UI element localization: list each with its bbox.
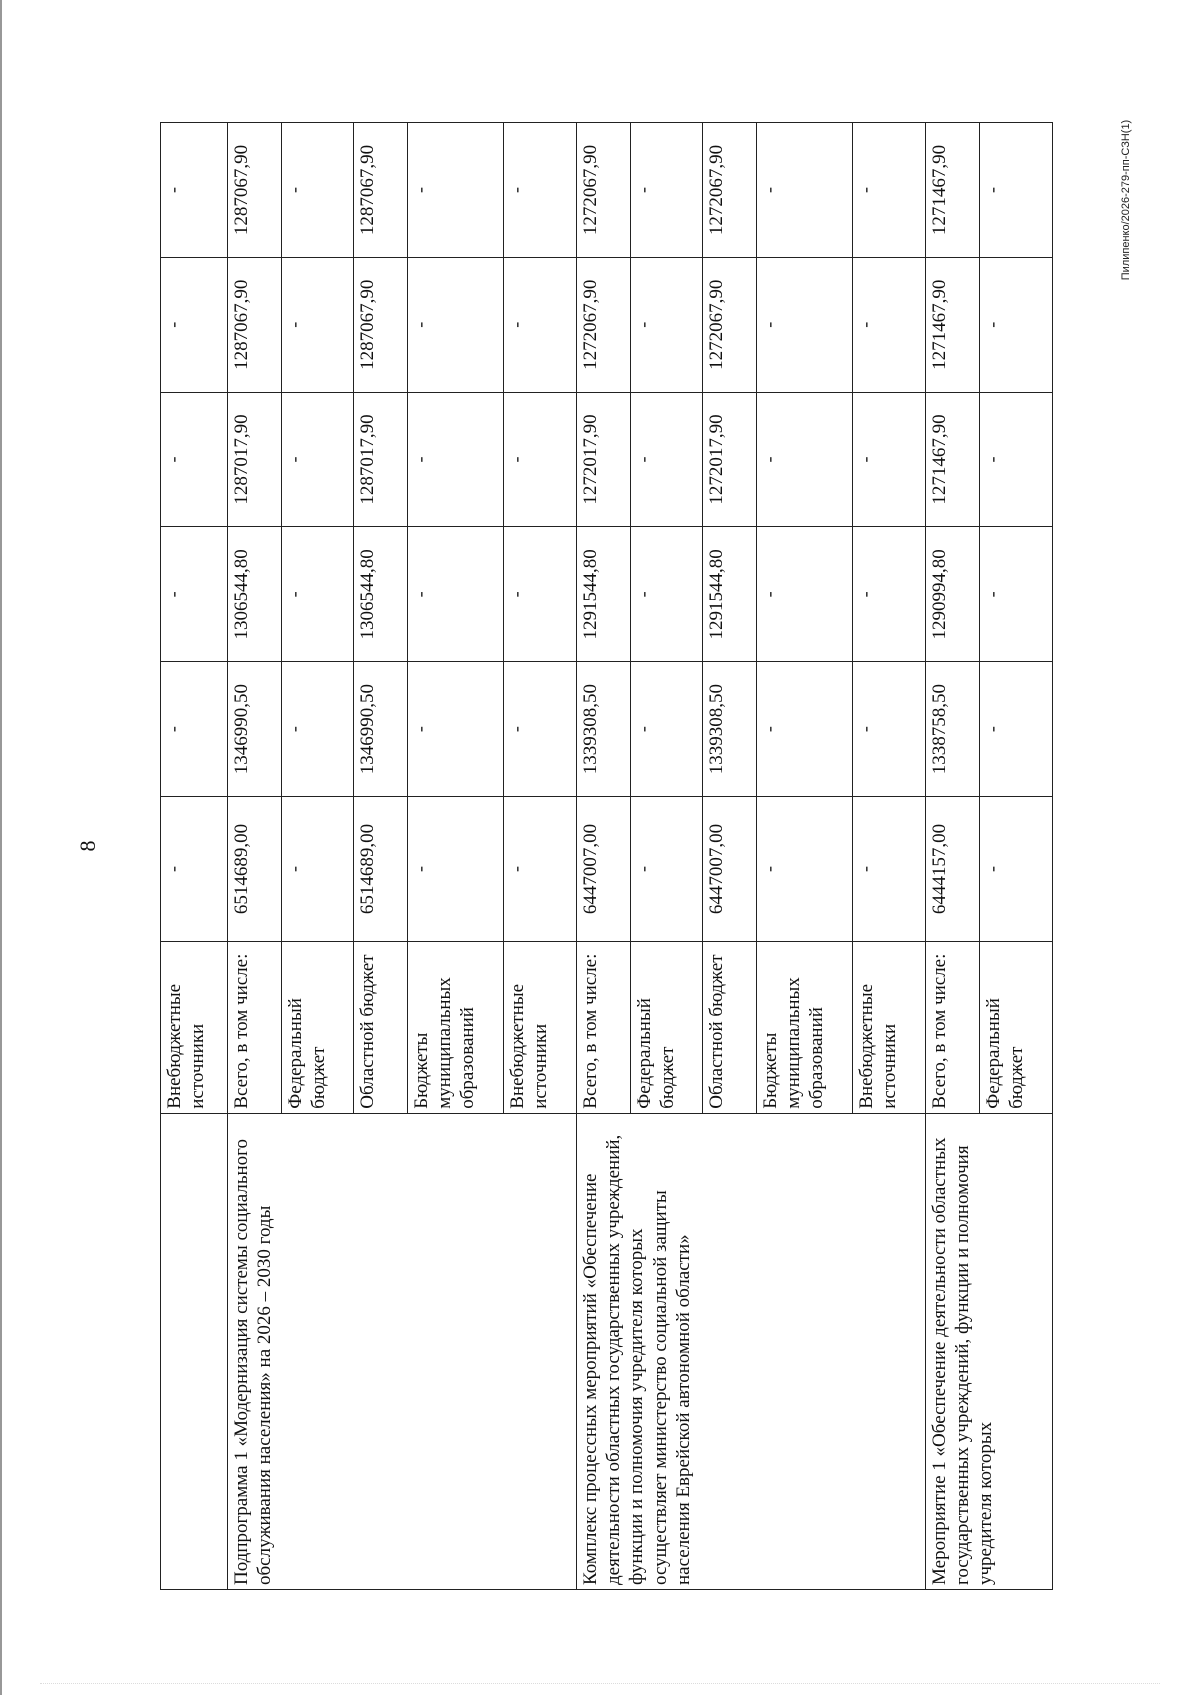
value-cell: - [408, 392, 504, 527]
value-cell: - [408, 123, 504, 258]
value-cell: 1272017,90 [703, 392, 757, 527]
value-cell: 1346990,50 [354, 662, 408, 797]
scan-left-edge [0, 0, 2, 1695]
value-cell: - [504, 123, 577, 258]
source-label: Внебюджетные источники [161, 941, 228, 1113]
value-cell: - [161, 123, 228, 258]
value-cell: - [980, 392, 1053, 527]
value-cell: 1272017,90 [577, 392, 631, 527]
value-cell: - [504, 257, 577, 392]
source-label: Федеральный бюджет [980, 941, 1053, 1113]
page-number: 8 [75, 840, 100, 852]
value-cell: 1272067,90 [577, 257, 631, 392]
program-name-cell [161, 1113, 228, 1589]
value-cell: 1287067,90 [228, 123, 282, 258]
value-cell: - [504, 796, 577, 941]
value-cell: - [757, 527, 853, 662]
value-cell: 6444157,00 [926, 796, 980, 941]
value-cell: - [853, 392, 926, 527]
value-cell: - [282, 392, 354, 527]
rotated-table-container [160, 122, 1080, 1590]
value-cell: - [161, 527, 228, 662]
value-cell: 1338758,50 [926, 662, 980, 797]
value-cell: - [853, 662, 926, 797]
value-cell: - [631, 527, 703, 662]
value-cell: - [631, 257, 703, 392]
value-cell: - [282, 257, 354, 392]
table-row [161, 123, 228, 1590]
value-cell: - [408, 796, 504, 941]
value-cell: 1291544,80 [703, 527, 757, 662]
value-cell: - [853, 257, 926, 392]
value-cell: 6447007,00 [577, 796, 631, 941]
value-cell: - [504, 662, 577, 797]
value-cell: - [161, 392, 228, 527]
value-cell: - [757, 123, 853, 258]
value-cell: 6514689,00 [228, 796, 282, 941]
table-row [926, 123, 980, 1590]
table-row [228, 123, 282, 1590]
source-label: Областной бюджет [703, 941, 757, 1113]
value-cell: 6447007,00 [703, 796, 757, 941]
value-cell: - [408, 527, 504, 662]
value-cell: - [282, 527, 354, 662]
source-label: Бюджеты муниципальных образований [757, 941, 853, 1113]
value-cell: - [853, 527, 926, 662]
value-cell: 1287017,90 [354, 392, 408, 527]
value-cell: - [408, 662, 504, 797]
value-cell: - [757, 662, 853, 797]
source-label: Всего, в том числе: [926, 941, 980, 1113]
value-cell: - [161, 257, 228, 392]
value-cell: - [282, 796, 354, 941]
value-cell: - [282, 123, 354, 258]
source-label: Федеральный бюджет [282, 941, 354, 1113]
source-label: Областной бюджет [354, 941, 408, 1113]
scan-artifact [40, 1683, 1160, 1688]
value-cell: 1287067,90 [354, 257, 408, 392]
value-cell: 1291544,80 [577, 527, 631, 662]
value-cell: - [980, 662, 1053, 797]
value-cell: - [161, 662, 228, 797]
value-cell: 1290994,80 [926, 527, 980, 662]
value-cell: 1306544,80 [228, 527, 282, 662]
value-cell: - [282, 662, 354, 797]
value-cell: - [757, 796, 853, 941]
value-cell: - [504, 392, 577, 527]
program-name-cell: Подпрограмма 1 «Модернизация системы социального обслуживания населения» на 2026 – 2030 годы [228, 1113, 577, 1589]
value-cell: 6514689,00 [354, 796, 408, 941]
value-cell: 1271467,90 [926, 123, 980, 258]
value-cell: - [631, 662, 703, 797]
source-label: Всего, в том числе: [577, 941, 631, 1113]
document-code: Пилипенко/2026-279-пп-СЗН(1) [1120, 119, 1132, 281]
program-name-cell: Мероприятие 1 «Обеспечение деятельности областных государственных учреждений, функции и полномочия учредителя которых [926, 1113, 1053, 1589]
value-cell: - [980, 123, 1053, 258]
value-cell: 1271467,90 [926, 392, 980, 527]
source-label: Бюджеты муниципальных образований [408, 941, 504, 1113]
value-cell: 1287067,90 [228, 257, 282, 392]
value-cell: - [853, 123, 926, 258]
value-cell: - [504, 527, 577, 662]
value-cell: - [408, 257, 504, 392]
value-cell: 1287067,90 [354, 123, 408, 258]
source-label: Внебюджетные источники [853, 941, 926, 1113]
value-cell: 1272067,90 [703, 123, 757, 258]
budget-table [160, 122, 1053, 1590]
value-cell: 1306544,80 [354, 527, 408, 662]
value-cell: - [853, 796, 926, 941]
value-cell: - [980, 796, 1053, 941]
source-label: Внебюджетные источники [504, 941, 577, 1113]
value-cell: - [980, 257, 1053, 392]
value-cell: - [161, 796, 228, 941]
source-label: Всего, в том числе: [228, 941, 282, 1113]
value-cell: - [980, 527, 1053, 662]
value-cell: - [631, 392, 703, 527]
value-cell: - [631, 796, 703, 941]
value-cell: 1339308,50 [703, 662, 757, 797]
value-cell: - [631, 123, 703, 258]
value-cell: - [757, 257, 853, 392]
value-cell: 1339308,50 [577, 662, 631, 797]
value-cell: - [757, 392, 853, 527]
value-cell: 1271467,90 [926, 257, 980, 392]
program-name-cell: Комплекс процессных мероприятий «Обеспечение деятельности областных государственных учреждений, функции и полномочия учредителя которых осуществляет министерство социальной защиты населения Еврейской автономной области» [577, 1113, 926, 1589]
table-row [577, 123, 631, 1590]
value-cell: 1272067,90 [703, 257, 757, 392]
source-label: Федеральный бюджет [631, 941, 703, 1113]
value-cell: 1287017,90 [228, 392, 282, 527]
value-cell: 1272067,90 [577, 123, 631, 258]
value-cell: 1346990,50 [228, 662, 282, 797]
